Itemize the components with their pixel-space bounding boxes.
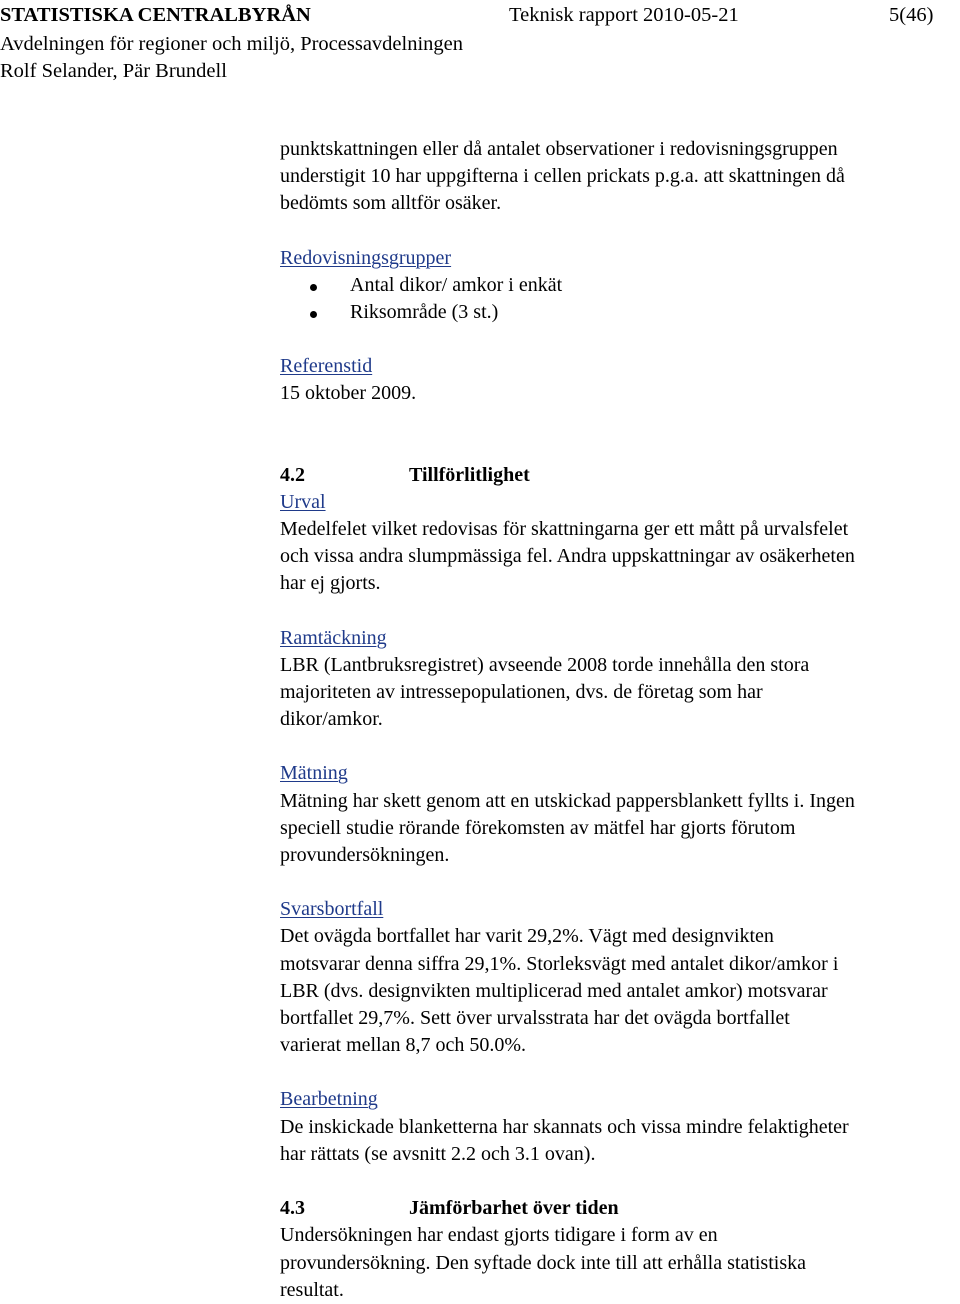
text-line: Det ovägda bortfallet har varit 29,2%. Vägt med designvikten (280, 925, 774, 948)
text-line: Mätning har skett genom att en utskickad pappersblankett fyllts i. Ingen (280, 789, 855, 812)
text-line: motsvarar denna siffra 29,1%. Storleksvägt med antalet dikor/amkor i (280, 952, 839, 975)
heading-svarsbortfall: Svarsbortfall (280, 898, 384, 921)
section-heading-4-2 (280, 462, 960, 489)
text-line: resultat. (280, 1278, 344, 1301)
page-number: 5(46) (889, 4, 934, 26)
section-title: Tillförlitlighet (409, 463, 530, 486)
section-heading-4-3 (280, 1195, 960, 1222)
text-line: har ej gjorts. (280, 572, 381, 595)
list-item-text: Riksområde (3 st.) (350, 301, 499, 324)
text-line: De inskickade blanketterna har skannats och vissa mindre felaktigheter (280, 1115, 849, 1138)
intro-paragraph (280, 136, 960, 218)
text-line: LBR (Lantbruksregistret) avseende 2008 torde innehålla den stora (280, 653, 810, 676)
text-line: Undersökningen har endast gjorts tidigare i form av en (280, 1224, 718, 1247)
section-title: Jämförbarhet över tiden (409, 1197, 619, 1220)
department: Avdelningen för regioner och miljö, Processavdelningen (0, 33, 464, 55)
text-line: LBR (dvs. designvikten multiplicerad med antalet amkor) motsvarar (280, 979, 828, 1002)
referenstid-text: 15 oktober 2009. (280, 382, 417, 405)
heading-referenstid: Referenstid (280, 355, 373, 378)
text-line: dikor/amkor. (280, 708, 383, 731)
text-line: understigit 10 har uppgifterna i cellen prickats p.g.a. att skattningen då (280, 165, 845, 188)
text-line: punktskattningen eller då antalet observationer i redovisningsgruppen (280, 138, 838, 160)
section-number: 4.3 (280, 1197, 305, 1220)
heading-redovisningsgrupper: Redovisningsgrupper (280, 246, 452, 269)
section-number: 4.2 (280, 463, 305, 486)
document-body (280, 136, 960, 1304)
text-line: majoriteten av intressepopulationen, dvs. de företag som har (280, 681, 763, 704)
heading-bearbetning: Bearbetning (280, 1088, 378, 1111)
text-line: provundersökningen. (280, 844, 450, 867)
heading-urval: Urval (280, 490, 326, 513)
bullet-icon (310, 311, 317, 318)
heading-ramtackning: Ramtäckning (280, 626, 387, 649)
list-item (280, 299, 960, 326)
text-line: bedömts som alltför osäker. (280, 192, 502, 215)
text-line: varierat mellan 8,7 och 50.0%. (280, 1034, 527, 1057)
text-line: Medelfelet vilket redovisas för skattningarna ger ett mått på urvalsfelet (280, 518, 849, 541)
list-item-text: Antal dikor/ amkor i enkät (350, 273, 563, 296)
heading-matning: Mätning (280, 762, 348, 785)
header-line-1 (0, 2, 934, 28)
text-line: har rättats (se avsnitt 2.2 och 3.1 ovan). (280, 1142, 596, 1165)
list-item (280, 272, 960, 299)
agency-name: STATISTISKA CENTRALBYRÅN (0, 4, 311, 26)
bullet-icon (310, 284, 317, 291)
text-line: bortfallet 29,7%. Sett över urvalsstrata har det ovägda bortfallet (280, 1007, 790, 1030)
text-line: och vissa andra slumpmässiga fel. Andra uppskattningar av osäkerheten (280, 545, 855, 568)
text-line: speciell studie rörande förekomsten av mätfel har gjorts förutom (280, 816, 796, 839)
bullet-list (280, 272, 960, 326)
report-title: Teknisk rapport 2010-05-21 (509, 4, 739, 26)
text-line: provundersökning. Den syftade dock inte till att erhålla statistiska (280, 1251, 806, 1274)
authors: Rolf Selander, Pär Brundell (0, 60, 227, 82)
